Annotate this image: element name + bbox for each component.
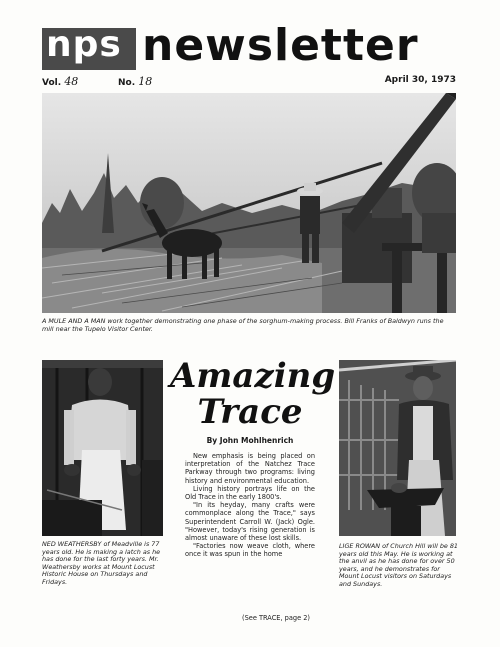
byline: By John Mohlhenrich <box>206 436 294 445</box>
article-paragraph: New emphasis is being placed on interpretation of the Natchez Trace Parkway through two programs: living history and environmental education. <box>185 452 315 485</box>
headline-line-2: Trace <box>197 392 303 432</box>
left-photo-caption: NED WEATHERSBY of Meadville is 77 years old. He is making a latch as he has done for the last forty years. Mr. Weathersby works at Mount Locust Historic House on Thursdays and Fridays. <box>42 540 161 586</box>
article-body <box>185 452 315 559</box>
issue-number: 18 <box>138 75 153 88</box>
nps-logo-text: nps <box>46 24 122 65</box>
article-paragraph: Living history portrays life on the Old Trace in the early 1800's. <box>185 484 315 502</box>
lige-rowan-photo <box>339 360 456 536</box>
volume-label: Vol. <box>42 78 62 88</box>
newsletter-title: newsletter <box>142 20 419 71</box>
article-paragraph: "In its heyday, many crafts were commonplace along the Trace," says Superintendent Carroll W. (Jack) Ogle. "However, today's rising generation is almost unaware of these lost skills. <box>185 501 315 543</box>
issue-date: April 30, 1973 <box>384 75 456 85</box>
headline-line-1: Amazing <box>170 356 336 396</box>
right-photo-caption: LIGE ROWAN of Church Hill will be 81 years old this May. He is working at the anvil as he has done for over 50 years, and he demonstrates for Mount Locust visitors on Saturdays and Sundays. <box>339 542 458 588</box>
continued-reference[interactable]: (See TRACE, page 2) <box>242 614 310 622</box>
ned-weathersby-photo <box>42 360 163 536</box>
article-paragraph: "Factories now weave cloth, where once it was spun in the home <box>185 542 315 559</box>
issue-label: No. <box>118 78 136 88</box>
main-photo-caption: A MULE AND A MAN work together demonstrating one phase of the sorghum-making process. Bill Franks of Baldwyn runs the mill near the Tupelo Visitor Center. <box>42 317 444 333</box>
sorghum-mill-photo <box>42 93 456 313</box>
volume-number: 48 <box>64 75 79 88</box>
volume-line <box>42 75 78 88</box>
issue-line <box>118 75 152 88</box>
